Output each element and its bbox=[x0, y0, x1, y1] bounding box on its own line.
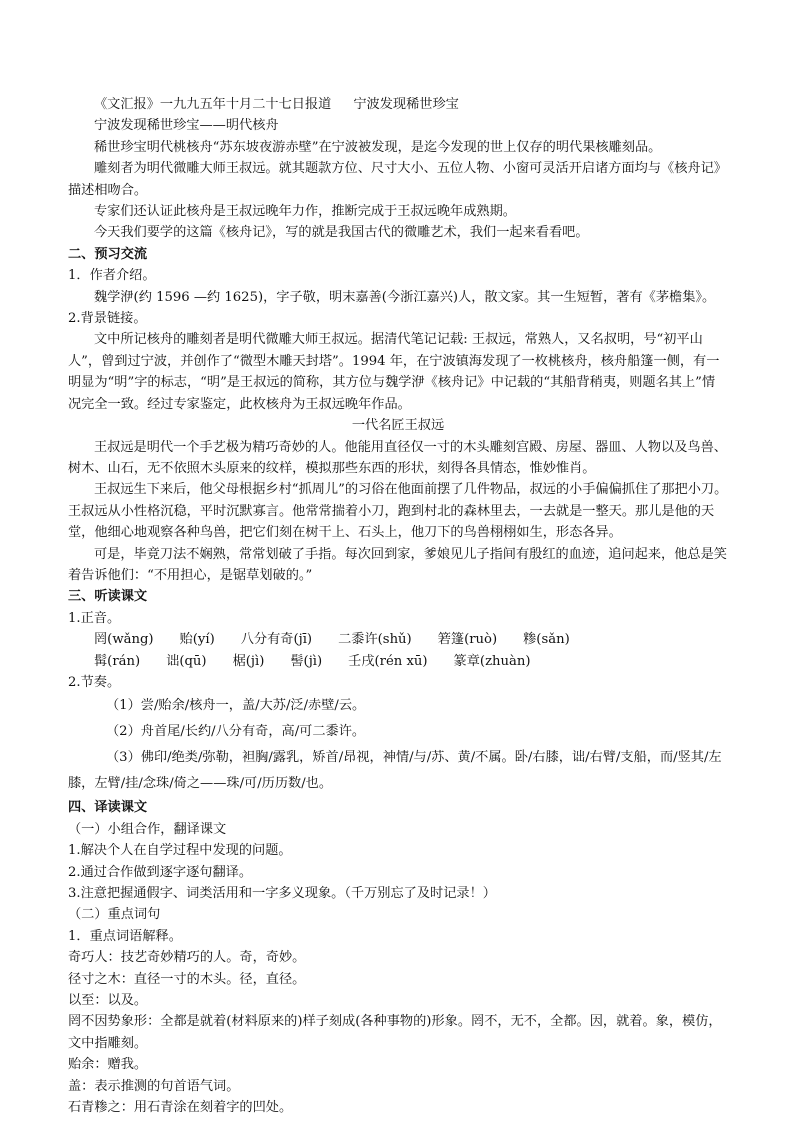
group-task-2: 2.通过合作做到逐字逐句翻译。 bbox=[68, 864, 253, 880]
rhythm-label: 2.节奏。 bbox=[68, 674, 121, 690]
pinyin-item: 椐(jì) bbox=[232, 653, 265, 669]
key-words-label: 1．重点词语解释。 bbox=[68, 928, 182, 944]
pronunciation-row-1 bbox=[68, 629, 728, 650]
intro-source-line bbox=[68, 94, 728, 115]
rhythm-item-3: （3）佛印/绝类/弥勒，袒胸/露乳，矫首/昂视，神情/与/苏、黄/不属。卧/右膝，诎/右臂/支船，而/竖其/左膝，左臂/挂/念珠/倚之——珠/可/历历数/也。 bbox=[68, 750, 722, 792]
document-page bbox=[68, 94, 728, 1118]
biography-paragraph-3: 可是，毕竟刀法不娴熟，常常划破了手指。每次回到家，爹娘见儿子指间有殷红的血迹，追问起来，他总是笑着告诉他们：“不用担心，是锯草划破的。” bbox=[68, 546, 727, 583]
section-3-heading: 三、听读课文 bbox=[68, 589, 148, 605]
pinyin-item: 罔(wǎng) bbox=[94, 632, 154, 648]
pinyin-item: 箬篷(ruò) bbox=[437, 632, 498, 648]
intro-paragraph-4: 今天我们要学的这篇《核舟记》，写的就是我国古代的微雕艺术，我们一起来看看吧。 bbox=[94, 225, 589, 241]
key-word-7: 石青糁之：用石青涂在刻着字的凹处。 bbox=[68, 1100, 293, 1116]
biography-subtitle: 一代名匠王叔远 bbox=[351, 418, 445, 434]
pronunciation-row-2 bbox=[68, 651, 728, 672]
author-intro-label: 1．作者介绍。 bbox=[68, 268, 156, 284]
pinyin-item: 诎(qū) bbox=[166, 653, 207, 669]
rhythm-item-1: （1）尝/贻余/核舟一，盖/大苏/泛/赤壁/云。 bbox=[106, 698, 366, 714]
pinyin-item: 篆章(zhuàn) bbox=[453, 653, 531, 669]
news-source: 《文汇报》一九九五年十月二十七日报道 bbox=[94, 97, 332, 112]
pinyin-item: 八分有奇(jī) bbox=[240, 632, 313, 648]
group-task-3: 3.注意把握通假字、词类活用和一字多义现象。（千万别忘了及时记录！） bbox=[68, 886, 496, 901]
biography-paragraph-2: 王叔远生下来后，他父母根据乡村“抓周儿”的习俗在他面前摆了几件物品，叔远的小手偏偏抓住了那把小刀。王叔远从小性格沉稳，平时沉默寡言。他常常揣着小刀，跑到村北的森林里去，一去就是一整天。那儿是他的天堂，他细心地观察各种鸟兽，把它们刻在树干上、石头上，他刀下的鸟兽栩栩如生，形态各异。 bbox=[68, 482, 728, 541]
pinyin-item: 壬戌(rén xū) bbox=[348, 653, 428, 669]
news-headline: 宁波发现稀世珍宝 bbox=[353, 97, 459, 112]
key-word-3: 以至：以及。 bbox=[68, 993, 148, 1009]
section-4-heading: 四、译读课文 bbox=[68, 800, 148, 816]
intro-subheadline: 宁波发现稀世珍宝——明代核舟 bbox=[94, 118, 279, 134]
section-2-heading: 二、预习交流 bbox=[68, 246, 148, 262]
key-word-6: 盖：表示推测的句首语气词。 bbox=[68, 1078, 240, 1094]
key-word-5: 贻余：赠我。 bbox=[68, 1057, 148, 1073]
key-word-2: 径寸之木：直径一寸的木头。径，直径。 bbox=[68, 971, 306, 987]
pinyin-item: 糁(sǎn) bbox=[523, 632, 570, 648]
rhythm-item-2: （2）舟首尾/长约/八分有奇，高/可二黍许。 bbox=[106, 724, 366, 740]
key-word-4: 罔不因势象形：全都是就着(材料原来的)样子刻成(各种事物的)形象。罔不，无不，全都。因，就着。象，模仿，文中指雕刻。 bbox=[68, 1014, 722, 1051]
group-work-heading: （一）小组合作，翻译课文 bbox=[68, 821, 227, 837]
key-words-heading: （二）重点词句 bbox=[68, 907, 161, 923]
pinyin-item: 二黍许(shǔ) bbox=[338, 632, 412, 648]
biography-paragraph-1: 王叔远是明代一个手艺极为精巧奇妙的人。他能用直径仅一寸的木头雕刻宫殿、房屋、器皿、人物以及鸟兽、树木、山石，无不依照木头原来的纹样，模拟那些东西的形状，刻得各具情态，惟妙惟肖。 bbox=[68, 439, 727, 476]
background-label: 2.背景链接。 bbox=[68, 311, 147, 327]
intro-paragraph-1: 稀世珍宝明代桃核舟“苏东坡夜游赤壁”在宁波被发现，是迄今发现的世上仅存的明代果核雕刻品。 bbox=[94, 139, 662, 155]
intro-paragraph-3: 专家们还认证此核舟是王叔远晚年力作，推断完成于王叔远晚年成熟期。 bbox=[94, 204, 516, 220]
pronunciation-label: 1.正音。 bbox=[68, 610, 121, 626]
pinyin-item: 贻(yí) bbox=[179, 632, 215, 648]
author-intro-text: 魏学洢(约 1596 —约 1625)，字子敬，明末嘉善(今浙江嘉兴)人，散文家。其一生短暂，著有《茅檐集》。 bbox=[94, 289, 716, 305]
key-word-1: 奇巧人：技艺奇妙精巧的人。奇，奇妙。 bbox=[68, 950, 306, 966]
intro-paragraph-2: 雕刻者为明代微雕大师王叔远。就其题款方位、尺寸大小、五位人物、小窗可灵活开启诸方面均与《核舟记》描述相吻合。 bbox=[68, 161, 727, 198]
pinyin-item: 髯(rán) bbox=[94, 653, 141, 669]
background-text: 文中所记核舟的雕刻者是明代微雕大师王叔远。据清代笔记记载: 王叔远，常熟人，又名叔明，号“初平山人”，曾到过宁波，并创作了“微型木雕天封塔”。1994 年，在宁波镇海发现了一枚桃核舟，核舟船篷一侧，有一明显为“明”字的标志，“明”是王叔远的简称，其方位与魏学洢《核舟记》中记载的“其船背稍夷，则题名其上”情况完全一致。经过专家鉴定，此枚核舟为王叔远晚年作品。 bbox=[68, 332, 720, 412]
group-task-1: 1.解决个人在自学过程中发现的问题。 bbox=[68, 843, 292, 859]
pinyin-item: 髻(jì) bbox=[290, 653, 323, 669]
